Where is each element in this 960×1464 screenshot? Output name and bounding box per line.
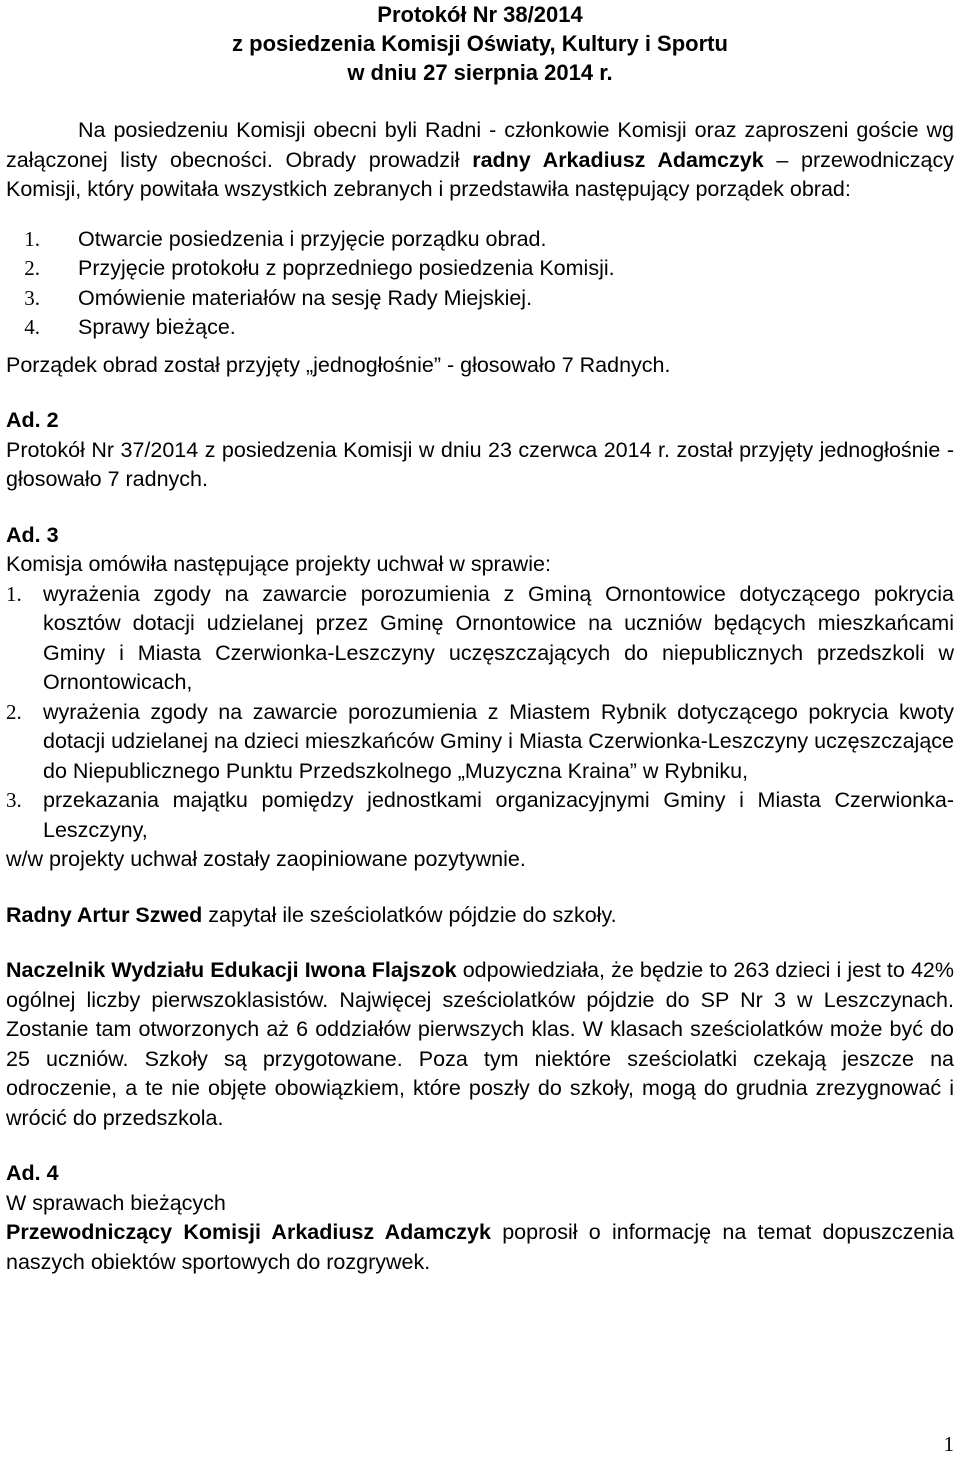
ad4-text: poprosił o informację na temat dopuszczenia naszych obiektów sportowych do rozgrywek.	[6, 1220, 954, 1274]
title-line-3: w dniu 27 sierpnia 2014 r.	[347, 60, 613, 85]
agenda-item-text: Omówienie materiałów na sesję Rady Miejskiej.	[78, 285, 533, 310]
agenda-item-text: Przyjęcie protokołu z poprzedniego posiedzenia Komisji.	[78, 256, 615, 280]
agenda-item-number: 4.	[24, 315, 40, 339]
answer-paragraph	[6, 956, 954, 1133]
intro-text-a: Na posiedzeniu Komisji obecni byli Radni - członkowie Komisji oraz zaproszeni goście wg załączonej listy obecności. Obrady prowadził	[6, 118, 954, 172]
title-line-1: Protokół Nr 38/2014	[377, 2, 583, 27]
answer-speaker: Naczelnik Wydziału Edukacji Iwona Flajszok	[6, 958, 457, 982]
agenda-item	[6, 313, 954, 343]
resolution-draft-item	[6, 786, 954, 845]
document-page	[6, 0, 954, 1277]
title-line-2: z posiedzenia Komisji Oświaty, Kultury i Sportu	[232, 31, 728, 56]
ad4-speaker: Przewodniczący Komisji Arkadiusz Adamczyk	[6, 1220, 491, 1244]
ad2-heading: Ad. 2	[6, 408, 59, 432]
page-number: 1	[943, 1432, 954, 1456]
document-title	[6, 0, 954, 87]
ad4-heading: Ad. 4	[6, 1161, 59, 1185]
agenda-item-number: 2.	[24, 256, 40, 280]
agenda-item-number: 1.	[24, 226, 40, 251]
agenda-item-text: Sprawy bieżące.	[78, 315, 236, 339]
intro-text-b: – przewodniczący Komisji, który powitała wszystkich zebranych i przedstawiła następujący porządek obrad:	[6, 147, 954, 201]
draft-item-number: 3.	[6, 788, 22, 812]
ad2-text: Protokół Nr 37/2014 z posiedzenia Komisji w dniu 23 czerwca 2014 r. został przyjęty jednogłośnie - głosowało 7 radnych.	[6, 437, 954, 491]
question-speaker: Radny Artur Szwed	[6, 902, 203, 927]
chair-name: radny Arkadiusz Adamczyk	[472, 147, 764, 172]
question-paragraph	[6, 901, 954, 931]
intro-paragraph	[6, 116, 954, 205]
agenda-item	[6, 254, 954, 284]
ad4-subheading: W sprawach bieżących	[6, 1190, 226, 1215]
draft-item-number: 1.	[6, 581, 22, 606]
agenda-item-number: 3.	[24, 285, 40, 310]
draft-item-text: wyrażenia zgody na zawarcie porozumienia z Miastem Rybnik dotyczącego pokrycia kwoty dotacji udzielanej na dzieci mieszkańców Gminy i Miasta Czerwionka-Leszczyny uczęszczające do Niepublicznego Punktu Przedszkolnego „Muzyczna Kraina” w Rybniku,	[43, 699, 954, 783]
resolution-drafts-list	[6, 580, 954, 846]
answer-text: odpowiedziała, że będzie to 263 dzieci i jest to 42% ogólnej liczby pierwszoklasistów. Najwięcej sześciolatków pójdzie do SP Nr 3 w Leszczynach. Zostanie tam otworzonych aż 6 oddziałów pierwszych klas. W klasach sześciolatków może być do 25 uczniów. Szkoły są przygotowane. Poza tym niektóre sześciolatki czekają jeszcze na odroczenie, a te nie objęte obowiązkiem, które poszły do szkoły, mogą do grudnia zrezygnować i wrócić do przedszkola.	[6, 958, 954, 1130]
agenda-list	[6, 225, 954, 343]
ad3-heading: Ad. 3	[6, 522, 59, 547]
draft-item-text: wyrażenia zgody na zawarcie porozumienia z Gminą Ornontowice dotyczącego pokrycia kosztów dotacji udzielanej przez Gminę Ornontowice na uczniów będących mieszkańcami Gminy i Miasta Czerwionka-Leszczyny uczęszczających do niepublicznych przedszkoli w Ornontowicach,	[43, 581, 954, 694]
agenda-item	[6, 225, 954, 255]
resolution-draft-item	[6, 580, 954, 698]
agenda-vote: Porządek obrad został przyjęty „jednogłośnie” - głosowało 7 Radnych.	[6, 352, 671, 377]
ad4-paragraph	[6, 1218, 954, 1277]
ad3-intro: Komisja omówiła następujące projekty uchwał w sprawie:	[6, 552, 551, 576]
resolution-draft-item	[6, 698, 954, 787]
question-text: zapytał ile sześciolatków pójdzie do szkoły.	[202, 902, 617, 927]
ad3-outro: w/w projekty uchwał zostały zaopiniowane pozytywnie.	[6, 847, 526, 871]
draft-item-number: 2.	[6, 699, 22, 724]
draft-item-text: przekazania majątku pomiędzy jednostkami organizacyjnymi Gminy i Miasta Czerwionka-Leszczyny,	[43, 788, 954, 842]
agenda-item-text: Otwarcie posiedzenia i przyjęcie porządku obrad.	[78, 226, 547, 251]
agenda-item	[6, 284, 954, 314]
